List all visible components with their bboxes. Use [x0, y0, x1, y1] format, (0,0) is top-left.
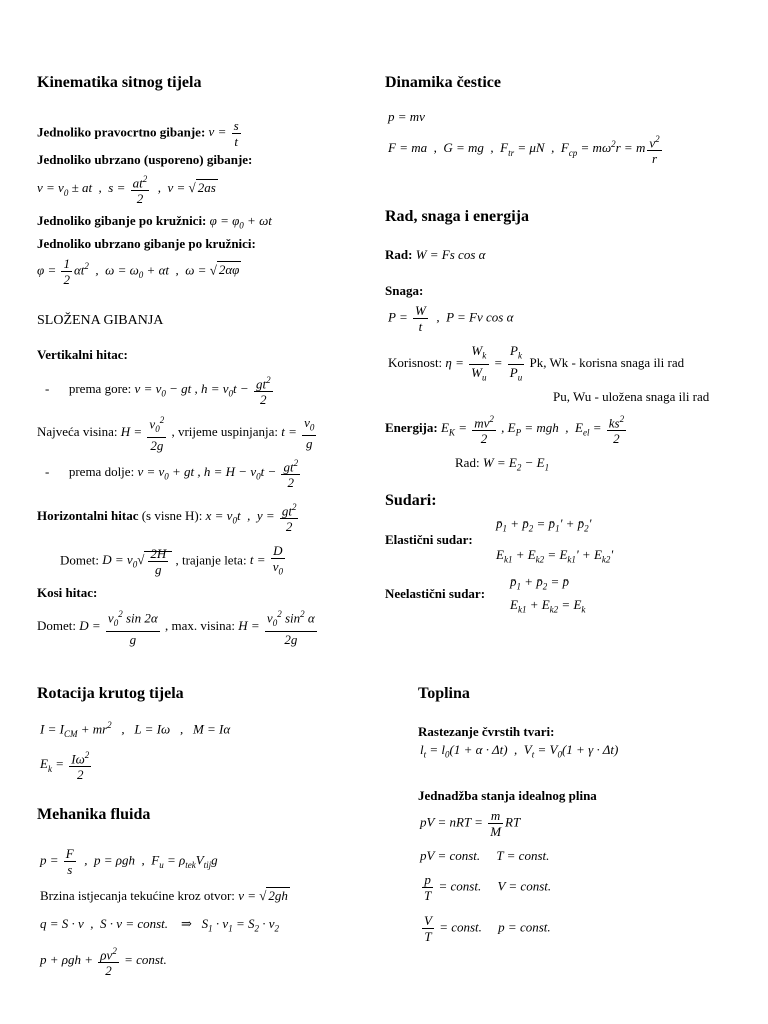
rotacija-title: Rotacija krutog tijela [37, 685, 184, 702]
ek-formula: $E_k$ = $\frac{I\omega^2}{2}$ [40, 750, 90, 783]
najveca-label: Najveća visina: [37, 423, 118, 439]
horizontalni-row [37, 500, 300, 534]
p-formula: p = mv [388, 109, 425, 124]
kosi-max-formula: H = $\frac{v_0^2 \sin^2 \alpha}{2g}$ [238, 609, 315, 647]
vertikalni-title: Vertikalni hitac: [37, 347, 128, 362]
najveca-formula: H = $\frac{v_0^2}{2g}$ [120, 415, 165, 453]
trajanje-formula: t = $\frac{D}{v_0}$ [249, 543, 283, 577]
elast-label: Elastični sudar: [385, 532, 473, 547]
horiz-formula: $x = v_0t$ , y = $\frac{gt^2}{2}$ [205, 502, 297, 535]
dinamika-title: Dinamika čestice [385, 74, 501, 91]
jpg-label: Jednoliko pravocrtno gibanje: [37, 124, 206, 140]
kosi-domet-label: Domet: [37, 617, 76, 633]
elast-f1: $p̄_1$ + $p̄_2$ = $p̄_1'$ + $p̄_2'$ [496, 516, 592, 534]
rad2-row [455, 455, 549, 473]
toplina-title: Toplina [418, 685, 470, 702]
jug-label: Jednoliko ubrzano (usporeno) gibanje: [37, 152, 253, 167]
dolje-formula: $v = v_0$ + gt , $h = H - v_0t$ − $\frac{gt^2}{2}$ [137, 458, 299, 491]
jednadzba-title: Jednadžba stanja idealnog plina [418, 788, 597, 803]
meh-formula: p = $\frac{F}{s}$ , p = ρgh , $F_u = \rho_{tek}V_{tij}g$ [40, 846, 218, 877]
prema-dolje-row: - prema dolje: $v = v_0$ + gt , $h = H - v_0t$ − $\frac{gt^2}{2}$ [45, 456, 302, 490]
q-formula: q = S · v , S · v = const. ⇒ $S_1 \cdot v_1 = S_2 \cdot v_2$ [40, 916, 280, 934]
ulozena-note: Pu, Wu - uložena snaga ili rad [553, 389, 710, 404]
elast-f2: $E_{k1} + E_{k2} = E_{k1}' + E_{k2}'$ [496, 547, 614, 565]
dolje-label: prema dolje: [68, 464, 135, 480]
rad2-label: Rad: [455, 455, 480, 470]
horiz-title: Horizontalni hitac [37, 508, 139, 524]
jug-formula: $v = v_0$ ± at , s = $\frac{at^2}{2}$ , v = √ 2as [37, 174, 216, 207]
pv-formula: pV = nRT = $\frac{m}{M}$ RT [420, 808, 521, 839]
kosi-max-label: , max. visina: [164, 617, 235, 633]
vrijeme-formula: t = $\frac{v_0}{g}$ [281, 414, 315, 452]
rad-formula: W = Fs cos α [415, 247, 486, 262]
pt-const: $\frac{p}{T}$ = const. V = const. [424, 872, 552, 903]
korisnost-label: Korisnost: [388, 355, 443, 371]
jpg-formula: v = $\frac{s}{t}$ [208, 118, 239, 149]
rastezanje-title: Rastezanje čvrstih tvari: [418, 724, 555, 739]
jgk-formula: $\varphi = \varphi_0 + \omega t$ [209, 213, 272, 231]
pv-const: pV = const. T = const. [420, 848, 550, 863]
snaga-label: Snaga: [385, 283, 424, 298]
korisnost-note: Pk, Wk - korisna snaga ili rad [529, 355, 685, 371]
sudari-title: Sudari: [385, 492, 437, 509]
domet-row [60, 543, 287, 580]
snaga-formula: P = $\frac{W}{t}$ , P = Fv cos α [388, 303, 514, 334]
rad2-formula: $W = E_2 - E_1$ [482, 455, 550, 473]
rast-formula: $l_t = l_0(1 + \alpha \cdot \Delta t)$ , $V_t = V_0(1 + \gamma \cdot \Delta t)$ [420, 742, 619, 760]
kosi-title: Kosi hitac: [37, 585, 98, 600]
gore-label: prema gore: [68, 381, 132, 397]
domet-label: Domet: [60, 552, 99, 568]
energija-row [385, 412, 628, 446]
energija-label: Energija: [385, 420, 438, 436]
horiz-sub: (s visne H): [141, 508, 203, 524]
jugk-formula: φ = $\frac{1}{2}$ $\alpha t^2$ , $\omega = \omega_0 + \alpha t$ , ω = √ 2αφ [37, 256, 240, 287]
kinematika-title: Kinematika sitnog tijela [37, 74, 202, 91]
prema-gore-row: - prema gore: $v = v_0$ − gt , $h = v_0t$ − $\frac{gt^2}{2}$ [45, 373, 275, 407]
jgk-row [37, 213, 272, 231]
bernoulli-formula: p + ρgh + $\frac{\rho v^2}{2}$ = const. [40, 946, 167, 979]
korisnost-formula: η = $\frac{W_k}{W_u}$ = $\frac{P_k}{P_u}$ [445, 343, 523, 383]
neelast-f1: $p̄_1$ + $p̄_2$ = p̄ [510, 574, 570, 592]
rad-label: Rad: [385, 247, 413, 262]
jugk-label: Jednoliko ubrzano gibanje po kružnici: [37, 236, 256, 251]
brzina-row [40, 888, 290, 904]
brzina-formula: v = √ 2gh [238, 888, 288, 903]
mehanika-title: Mehanika fluida [37, 806, 151, 823]
neelast-label: Neelastični sudar: [385, 586, 486, 601]
najveca-row [37, 413, 318, 453]
jednoliko-pravocrtno-row [37, 118, 243, 149]
vt-const: $\frac{V}{T}$ = const. p = const. [424, 913, 551, 944]
korisnost-row [388, 343, 684, 385]
kosi-domet-formula: D = $\frac{v_0^2 \sin 2\alpha}{g}$ [79, 609, 158, 647]
trajanje-label: , trajanje leta: [175, 552, 247, 568]
kosi-row [37, 607, 319, 647]
f-formula: F = ma , G = mg , $F_{tr} = \mu N$ , $F_{cp} = m\omega^2r = m$ $\frac{v^2}{r}$ [388, 134, 660, 167]
rad-snaga-title: Rad, snaga i energija [385, 208, 529, 225]
gore-formula: $v = v_0$ − gt , $h = v_0t$ − $\frac{gt^2}{2}$ [134, 375, 271, 408]
domet-formula: $D = v_0√$ $\frac{2H}{g}$ [102, 552, 172, 567]
energija-formula: $E_K$ = $\frac{mv^2}{2}$ , $E_P$ = mgh , $E_{el}$ = $\frac{ks^2}{2}$ [440, 414, 625, 447]
brzina-label: Brzina istjecanja tekućine kroz otvor: [40, 888, 235, 903]
jgk-label: Jednoliko gibanje po kružnici: [37, 213, 207, 228]
rot-formula: $I = I_{CM} + mr^2$ , L = Iω , M = Iα [40, 720, 231, 739]
rad-row [385, 247, 485, 263]
neelast-f2: $E_{k1} + E_{k2} = E_k$ [510, 597, 586, 615]
slozena-title: SLOŽENA GIBANJA [37, 313, 164, 328]
vrijeme-label: , vrijeme uspinjanja: [171, 423, 278, 439]
